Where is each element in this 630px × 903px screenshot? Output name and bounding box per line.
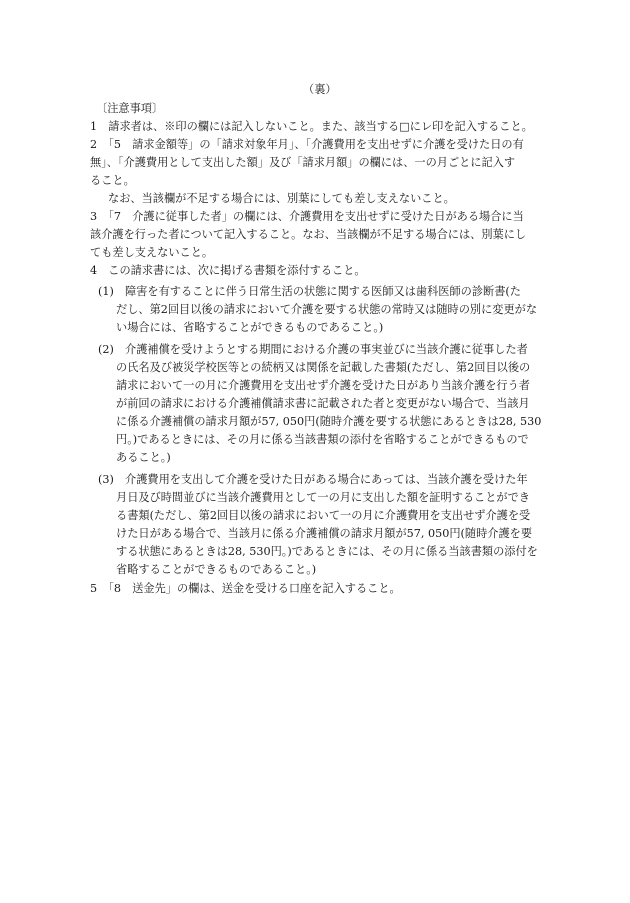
note-4-line-1: 4 この請求書には、次に掲げる書類を添付すること。 [90,264,366,277]
item-1-line-2: だし、第2回目以後の請求において介護を要する状態の常時又は随時の別に変更がな [116,303,538,316]
item-3-line-2: 月日及び時間並びに当該介護費用として一の月に支出した額を証明することができ [116,491,530,504]
note-3-line-2: 該介護を行った者について記入すること。なお、当該欄が不足する場合には、別葉にし [90,228,527,241]
note-3-line-3: ても差し支えないこと。 [90,246,214,259]
item-3-line-5: する状態にあるときは28, 530円。)であるときには、その月に係る当該書類の添付を [116,545,538,558]
item-3-line-1: (3) 介護費用を支出して介護を受けた日がある場合にあっては、当該介護を受けた年 [98,473,528,486]
notes-heading: 〔注意事項〕 [96,102,164,115]
item-2-line-3: 請求において一の月に介護費用を支出せず介護を受けた日があり当該介護を行う者 [116,379,530,392]
page-side-header: （裏） [303,83,337,96]
item-2-line-7: あること。) [116,451,171,464]
item-1-line-3: い場合には、省略することができるものであること。) [116,321,384,334]
note-2-line-1: 2 「5 請求金額等」の「請求対象年月」、「介護費用を支出せずに介護を受けた日の有 [90,138,524,151]
note-3-line-1: 3 「7 介護に従事した者」の欄には、介護費用を支出せずに受けた日がある場合に当 [90,210,524,223]
note-1-line-1: 1 請求者は、※印の欄には記入しないこと。また、該当する□にレ印を記入すること。 [90,120,533,133]
item-2-line-2: の氏名及び被災学校医等との続柄又は関係を記載した書類(ただし、第2回目以後の [116,361,531,374]
note-2-line-4: なお、当該欄が不足する場合には、別葉にしても差し支えないこと。 [108,192,455,205]
note-2-line-2: 無」、「介護費用として支出した額」及び「請求月額」の欄には、一の月ごとに記入す [90,156,516,169]
item-2-line-5: に係る介護補償の請求月額が57, 050円(随時介護を要する状態にあるときは28, 530 [116,415,542,428]
item-2-line-1: (2) 介護補償を受けようとする期間における介護の事実並びに当該介護に従事した者 [98,343,528,356]
item-2-line-6: 円。)であるときには、その月に係る当該書類の添付を省略することができるもので [116,433,529,446]
item-1-line-1: (1) 障害を有することに伴う日常生活の状態に関する医師又は歯科医師の診断書(た [98,285,521,298]
item-2-line-4: が前回の請求における介護補償請求書に記載された者と変更がない場合で、当該月 [116,397,530,410]
note-5-line-1: 5 「8 送金先」の欄は、送金を受ける口座を記入すること。 [90,582,401,595]
note-2-line-3: ること。 [90,174,135,187]
item-3-line-3: る書類(ただし、第2回目以後の請求において一の月に介護費用を支出せず介護を受 [116,509,531,522]
item-3-line-4: けた日がある場合で、当該月に係る介護補償の請求月額が57, 050円(随時介護を要 [116,527,533,540]
item-3-line-6: 省略することができるものであること。) [116,563,317,576]
